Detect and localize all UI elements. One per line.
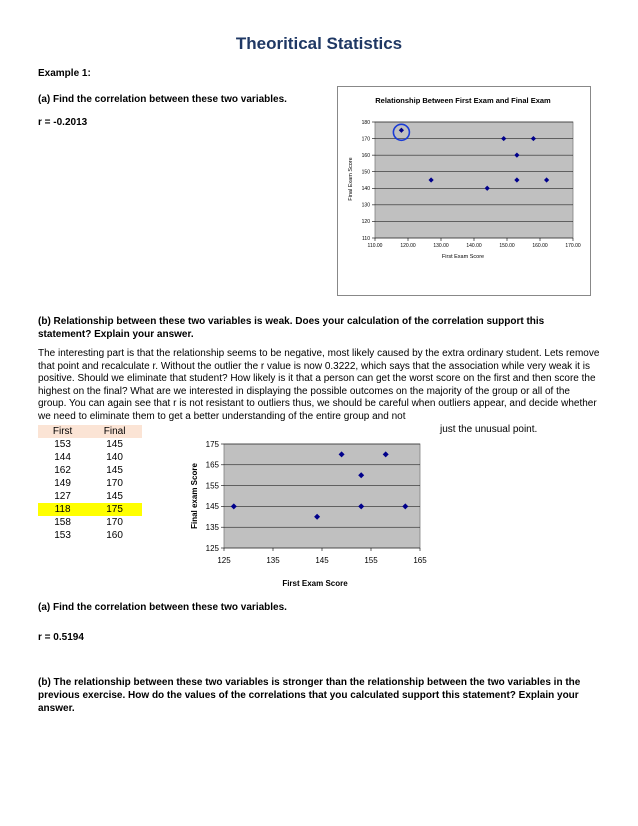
table-cell: 170 (106, 517, 123, 528)
table-row (38, 477, 142, 490)
example2-r-value: r = 0.5194 (38, 632, 84, 643)
table-cell: 153 (54, 439, 71, 450)
table-cell: 145 (106, 465, 123, 476)
table-row (38, 516, 142, 529)
table-row (38, 464, 142, 477)
table-cell: 162 (54, 465, 71, 476)
example1-question-b: (b) Relationship between these two variables is weak. Does your calculation of the correlation support this statement? Explain your answer. (38, 316, 545, 340)
chart2-x-tick-label: 125 (217, 556, 231, 565)
page-title: Theoritical Statistics (235, 34, 403, 53)
chart1-xlabel: First Exam Score (441, 254, 485, 260)
table-header-row (38, 425, 142, 438)
chart1-y-tick-label: 140 (361, 186, 370, 193)
chart2-y-tick-label: 135 (205, 523, 219, 532)
chart1-x-tick-label: 110.00 (367, 243, 383, 249)
table-cell: 144 (54, 452, 71, 463)
chart2-x-tick-label: 155 (364, 556, 378, 565)
chart1-x-tick-label: 170.00 (565, 243, 581, 249)
chart2-x-tick-label: 145 (315, 556, 329, 565)
example2-question-b: (b) The relationship between these two variables is stronger than the relationship between the two variables in the previous exercise. How do the values of the correlations that you calculated support this statement? Explain your answer. (38, 677, 581, 714)
chart1-y-tick-label: 150 (361, 169, 370, 176)
table-row (38, 451, 142, 464)
example1-answer: The interesting part is that the relationship seems to be negative, most likely caused by the extra ordinary student. Lets remove that point and recalculate r. Without the outlier the r value is now 0.3222, which says that the association while very weak it is positive. Should we eliminate that student? How likely is it that a person can get the worst score on the first and then score the highest on the final? What are we interested in displaying the possible outcomes on the majority of the group or all of the group. You can again see that r is not resistant to outliers thus, we should be careful when outliers appear, and decide whether we need to eliminate them to get a better understanding of the entire group and not (38, 348, 600, 422)
table-cell: 127 (54, 491, 71, 502)
chart1-y-tick-label: 160 (361, 152, 370, 159)
table-cell: 149 (54, 478, 71, 489)
chart1-x-tick-label: 140.00 (466, 243, 482, 249)
chart1-y-tick-label: 120 (361, 219, 370, 226)
table-cell: 170 (106, 478, 123, 489)
chart2-xlabel: First Exam Score (282, 579, 348, 588)
chart2-plot-area (224, 444, 420, 548)
example1-r-value: r = -0.2013 (38, 117, 88, 128)
chart1-x-tick-label: 150.00 (499, 243, 515, 249)
table-row (38, 490, 142, 503)
chart2-x-tick-label: 135 (266, 556, 280, 565)
table-row (38, 438, 142, 451)
chart2-y-tick-label: 145 (205, 502, 219, 512)
chart2-ylabel: Final exam Score (190, 463, 199, 529)
chart2-y-tick-label: 165 (205, 460, 219, 470)
chart2-y-tick-label: 155 (205, 481, 219, 491)
chart1-x-tick-label: 130.00 (433, 243, 449, 249)
example1-question-a: (a) Find the correlation between these two variables. (38, 94, 287, 105)
chart2-scatter (182, 436, 432, 592)
chart1-y-tick-label: 110 (362, 235, 370, 242)
table-cell: 160 (106, 530, 123, 541)
table-row (38, 529, 142, 542)
data-table (38, 425, 142, 542)
chart1-x-tick-label: 120.00 (400, 243, 416, 249)
example2-question-a: (a) Find the correlation between these two variables. (38, 602, 287, 613)
table-cell: 140 (106, 452, 123, 463)
chart2-y-tick-label: 175 (205, 439, 219, 449)
table-header-first: First (38, 425, 87, 438)
chart1-x-tick-label: 160.00 (532, 243, 548, 249)
chart2-y-tick-label: 125 (205, 543, 219, 553)
table-cell: 158 (54, 517, 71, 528)
table-cell: 118 (38, 503, 87, 516)
chart1-scatter (337, 86, 591, 296)
table-cell: 145 (106, 491, 123, 502)
example1-answer-tail: just the unusual point. (440, 424, 538, 435)
table-header-final: Final (87, 425, 142, 438)
chart1-y-tick-label: 170 (361, 136, 370, 143)
chart1-title: Relationship Between First Exam and Final Exam (375, 96, 551, 105)
chart2-x-tick-label: 165 (413, 556, 427, 565)
chart1-y-tick-label: 180 (361, 119, 370, 126)
example1-heading: Example 1: (38, 68, 91, 79)
chart1-ylabel: Final Exam Score (348, 157, 354, 201)
table-cell: 145 (106, 439, 123, 450)
table-cell: 175 (87, 503, 142, 516)
table-row-highlighted (38, 503, 142, 516)
table-cell: 153 (54, 530, 71, 541)
chart1-y-tick-label: 130 (361, 202, 370, 209)
